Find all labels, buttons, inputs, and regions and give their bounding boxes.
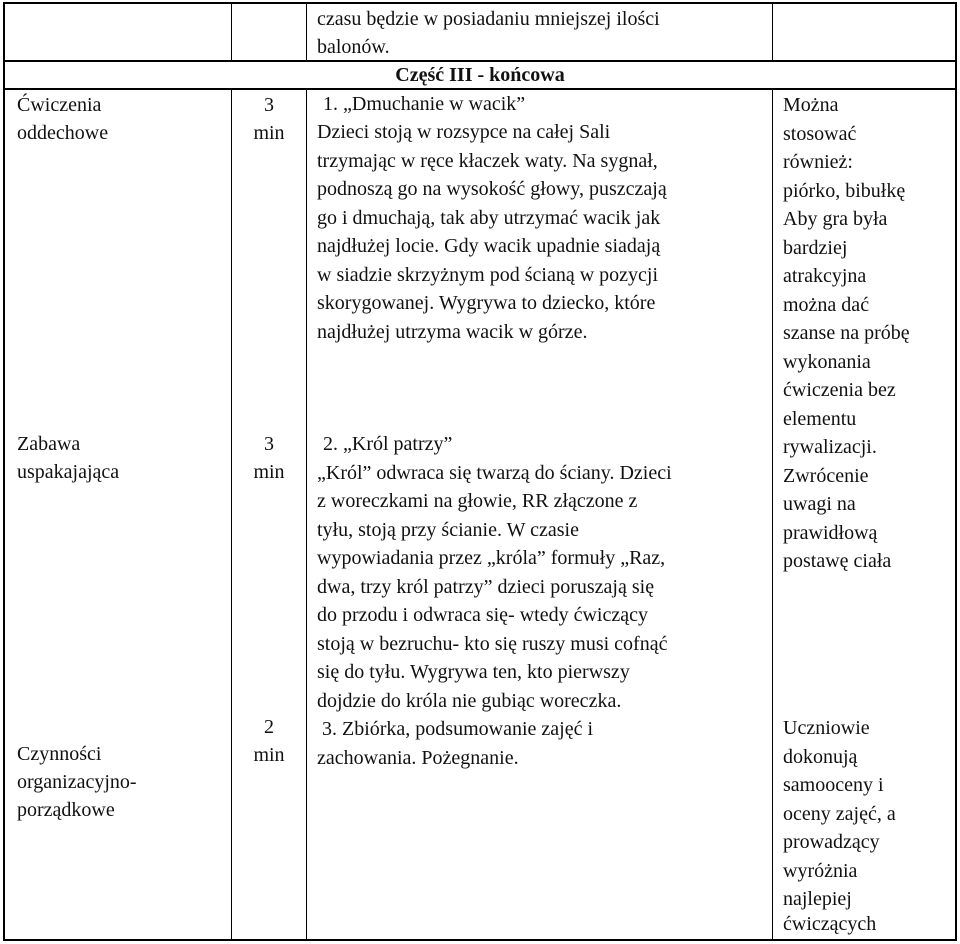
time-1-unit: min xyxy=(253,122,285,144)
note-line: ćwiczenia bez xyxy=(783,379,896,401)
game2-line: do przodu i odwraca się- wtedy ćwiczący xyxy=(317,604,648,626)
time-3-unit: min xyxy=(253,744,285,766)
continuation-line-1: czasu będzie w posiadaniu mniejszej ilości xyxy=(317,8,660,30)
game1-title: 1. „Dmuchanie w wacik” xyxy=(323,93,526,115)
note-line: stosować xyxy=(783,123,857,145)
column-divider-2 xyxy=(306,2,307,60)
game1-line: w siadzie skrzyżnym pod ścianą w pozycji xyxy=(317,264,659,286)
continuation-line-2: balonów. xyxy=(317,36,390,58)
note-line: Zwrócenie xyxy=(783,465,869,487)
note2-line: oceny zajęć, a xyxy=(783,803,896,825)
note-line: uwagi na xyxy=(783,493,856,515)
note2-line: wyróżnia xyxy=(783,860,858,882)
note2-line: ćwiczących xyxy=(783,913,877,935)
column-divider-1b xyxy=(231,89,232,940)
time-3-value: 2 xyxy=(264,716,274,738)
note-line: postawę ciała xyxy=(783,550,892,572)
activity-organizational-line-3: porządkowe xyxy=(17,799,115,821)
game2-line: wypowiadania przez „króla” formuły „Raz, xyxy=(317,547,666,569)
game2-line: stoją w bezruchu- kto się ruszy musi cofnąć xyxy=(317,633,668,655)
note-line: również: xyxy=(783,151,853,173)
game1-line: skorygowanej. Wygrywa to dziecko, które xyxy=(317,292,656,314)
note-line: można dać xyxy=(783,294,870,316)
table-border-bottom xyxy=(3,939,957,941)
table-border-top xyxy=(3,2,957,4)
note2-line: samooceny i xyxy=(783,774,884,796)
note2-line: najlepiej xyxy=(783,888,852,910)
activity-calming-line-1: Zabawa xyxy=(17,433,81,455)
game2-line: tyłu, stoją przy ścianie. W czasie xyxy=(317,519,579,541)
game1-line: trzymając w ręce kłaczek waty. Na sygnał, xyxy=(317,150,658,172)
game2-line: się do tyłu. Wygrywa ten, kto pierwszy xyxy=(317,661,630,683)
note-line: piórko, bibułkę xyxy=(783,180,906,202)
activity-breathing-line-2: oddechowe xyxy=(17,122,109,144)
time-2-value: 3 xyxy=(264,433,274,455)
note-line: prawidłową xyxy=(783,522,878,544)
game1-line: najdłużej locie. Gdy wacik upadnie siadają xyxy=(317,235,661,257)
note-line: elementu xyxy=(783,408,857,430)
closing-title: 3. Zbiórka, podsumowanie zajęć i xyxy=(317,718,594,740)
closing-line: zachowania. Pożegnanie. xyxy=(317,747,519,769)
note-line: rywalizacji. xyxy=(783,436,877,458)
time-1-value: 3 xyxy=(264,94,274,116)
column-divider-3 xyxy=(772,2,773,60)
game1-line: go i dmuchają, tak aby utrzymać wacik jak xyxy=(317,207,661,229)
activity-organizational-line-2: organizacyjno- xyxy=(17,771,137,793)
game2-line: dojdzie do króla nie gubiąc woreczka. xyxy=(317,690,622,712)
note2-line: dokonują xyxy=(783,746,858,768)
table-border-right xyxy=(955,2,957,941)
game1-line: podnoszą go na wysokość głowy, puszczają xyxy=(317,178,667,200)
note2-line: Uczniowie xyxy=(783,717,870,739)
column-divider-2b xyxy=(306,89,307,940)
note-line: szanse na próbę xyxy=(783,322,910,344)
note-line: Aby gra była xyxy=(783,208,888,230)
game2-line: „Król” odwraca się twarzą do ściany. Dzieci xyxy=(317,462,672,484)
activity-breathing-line-1: Ćwiczenia xyxy=(17,94,102,116)
table-border-left xyxy=(3,2,5,941)
time-2-unit: min xyxy=(253,461,285,483)
note-line: bardziej xyxy=(783,237,848,259)
column-divider-1 xyxy=(231,2,232,60)
note2-line: prowadzący xyxy=(783,831,880,853)
section-title: Część III - końcowa xyxy=(395,64,565,86)
column-divider-3b xyxy=(772,89,773,940)
activity-calming-line-2: uspakajająca xyxy=(17,461,120,483)
note-line: Można xyxy=(783,94,839,116)
game1-line: Dzieci stoją w rozsypce na całej Sali xyxy=(317,121,611,143)
game1-line: najdłużej utrzyma wacik w górze. xyxy=(317,321,588,343)
game2-line: z woreczkami na głowie, RR złączone z xyxy=(317,490,638,512)
game2-line: dwa, trzy król patrzy” dzieci poruszają się xyxy=(317,576,655,598)
note-line: atrakcyjna xyxy=(783,265,867,287)
game2-title: 2. „Król patrzy” xyxy=(323,433,453,455)
activity-organizational-line-1: Czynności xyxy=(17,743,102,765)
note-line: wykonania xyxy=(783,351,871,373)
